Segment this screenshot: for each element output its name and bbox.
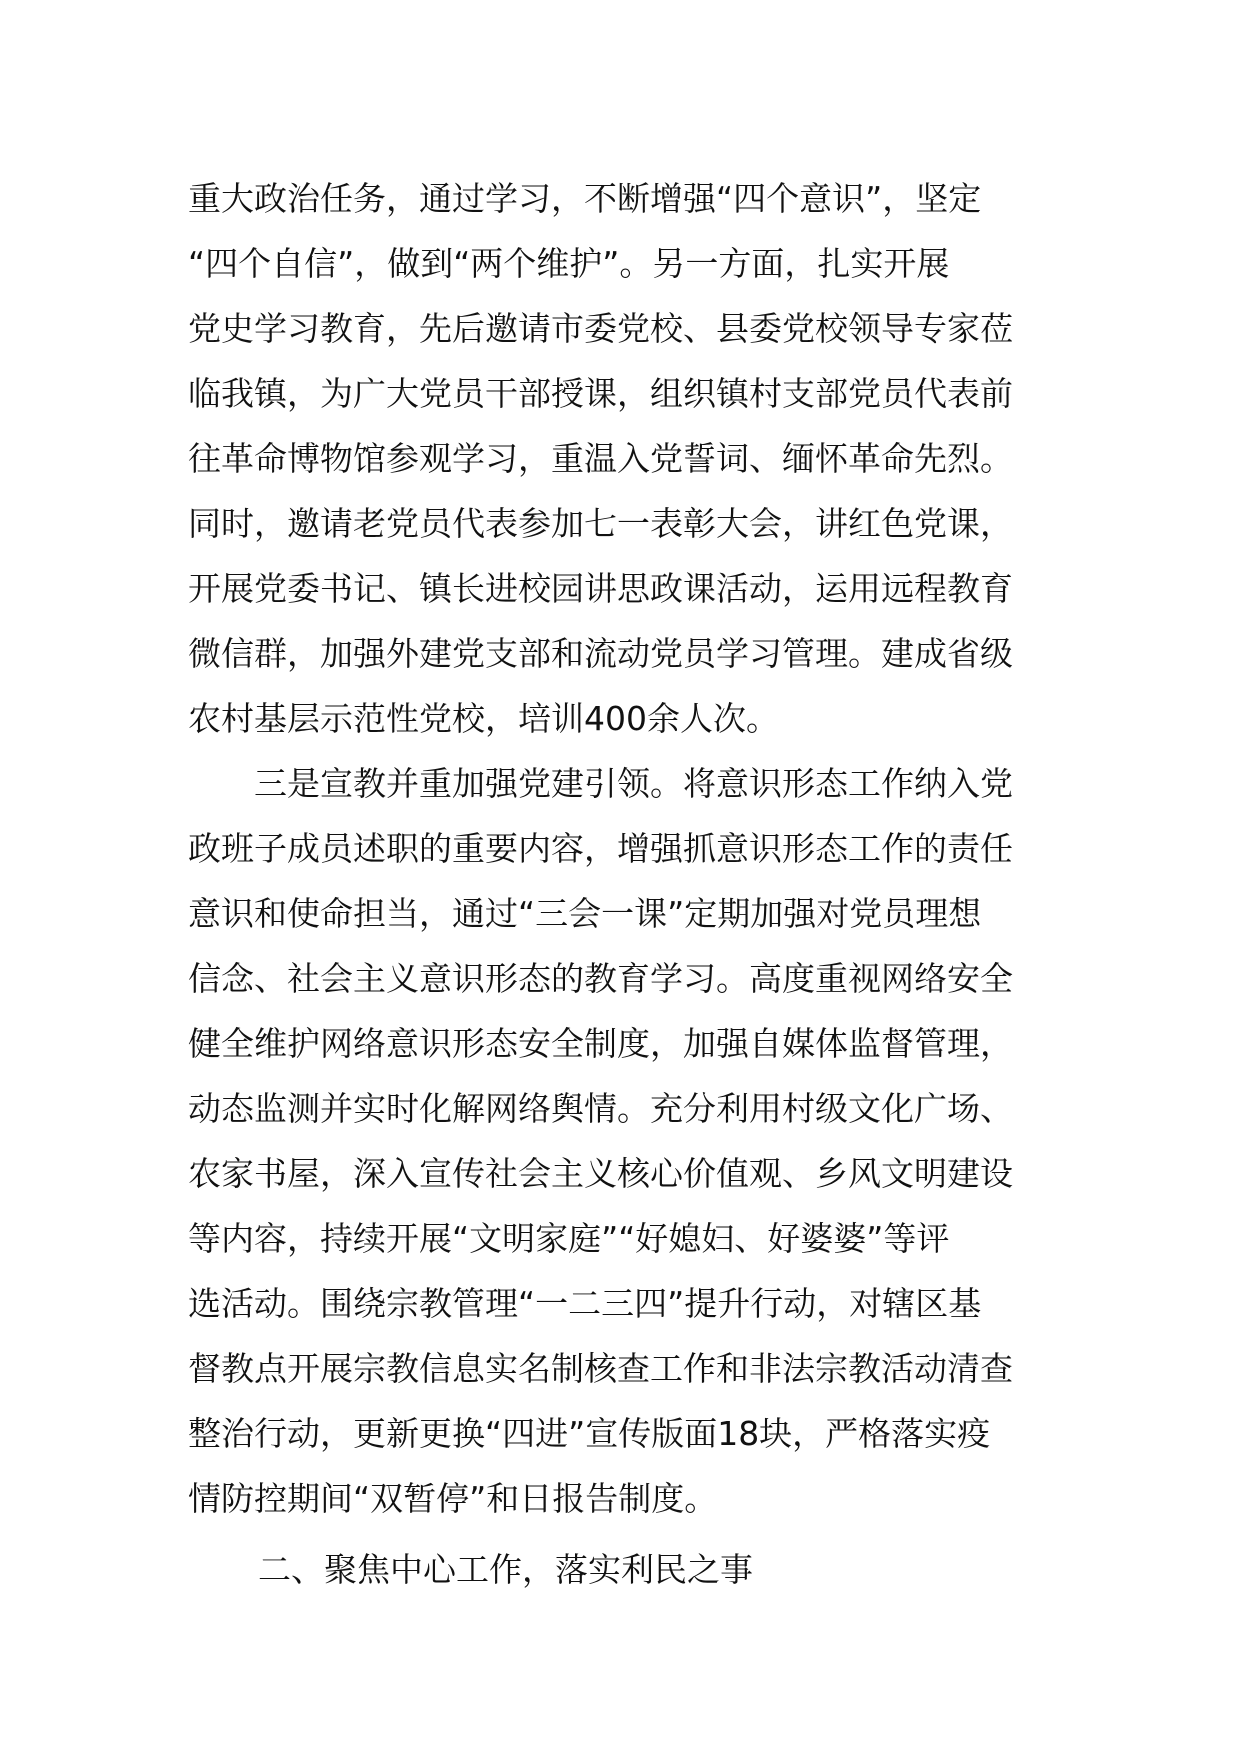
text-line: 往革命博物馆参观学习，重温入党誓词、缅怀革命先烈。 [188, 439, 1013, 478]
text-line: 农家书屋，深入宣传社会主义核心价值观、乡风文明建设 [188, 1154, 1013, 1193]
text-line: 农村基层示范性党校，培训400余人次。 [188, 699, 779, 738]
text-line: “四个自信”，做到“两个维护”。另一方面，扎实开展 [188, 244, 950, 283]
text-line: 开展党委书记、镇长进校园讲思政课活动，运用远程教育 [188, 569, 1013, 608]
text-line: 临我镇，为广大党员干部授课，组织镇村支部党员代表前 [188, 374, 1013, 413]
text-line: 意识和使命担当，通过“三会一课”定期加强对党员理想 [188, 894, 982, 933]
text-line: 同时，邀请老党员代表参加七一表彰大会，讲红色党课， [188, 504, 1013, 543]
text-line: 动态监测并实时化解网络舆情。充分利用村级文化广场、 [188, 1089, 1013, 1128]
paragraph-ideology-work [188, 751, 1058, 1531]
text-line: 微信群，加强外建党支部和流动党员学习管理。建成省级 [188, 634, 1013, 673]
text-line: 重大政治任务，通过学习，不断增强“四个意识”，坚定 [188, 179, 982, 218]
body-text [188, 166, 1058, 1531]
text-line: 整治行动，更新更换“四进”宣传版面18块，严格落实疫 [188, 1414, 991, 1453]
text-line: 健全维护网络意识形态安全制度，加强自媒体监督管理， [188, 1024, 1013, 1063]
text-line: 督教点开展宗教信息实名制核查工作和非法宗教活动清查 [188, 1349, 1013, 1388]
text-line: 等内容，持续开展“文明家庭”“好媳妇、好婆婆”等评 [188, 1219, 950, 1258]
text-line: 选活动。围绕宗教管理“一二三四”提升行动，对辖区基 [188, 1284, 982, 1323]
text-line: 情防控期间“双暂停”和日报告制度。 [188, 1479, 718, 1518]
section-heading: 二、聚焦中心工作，落实利民之事 [258, 1550, 753, 1589]
text-line: 信念、社会主义意识形态的教育学习。高度重视网络安全 [188, 959, 1013, 998]
paragraph-party-study [188, 166, 1058, 751]
text-line: 政班子成员述职的重要内容，增强抓意识形态工作的责任 [188, 829, 1013, 868]
text-line: 三是宣教并重加强党建引领。将意识形态工作纳入党 [188, 764, 1013, 803]
text-line: 党史学习教育，先后邀请市委党校、县委党校领导专家莅 [188, 309, 1013, 348]
